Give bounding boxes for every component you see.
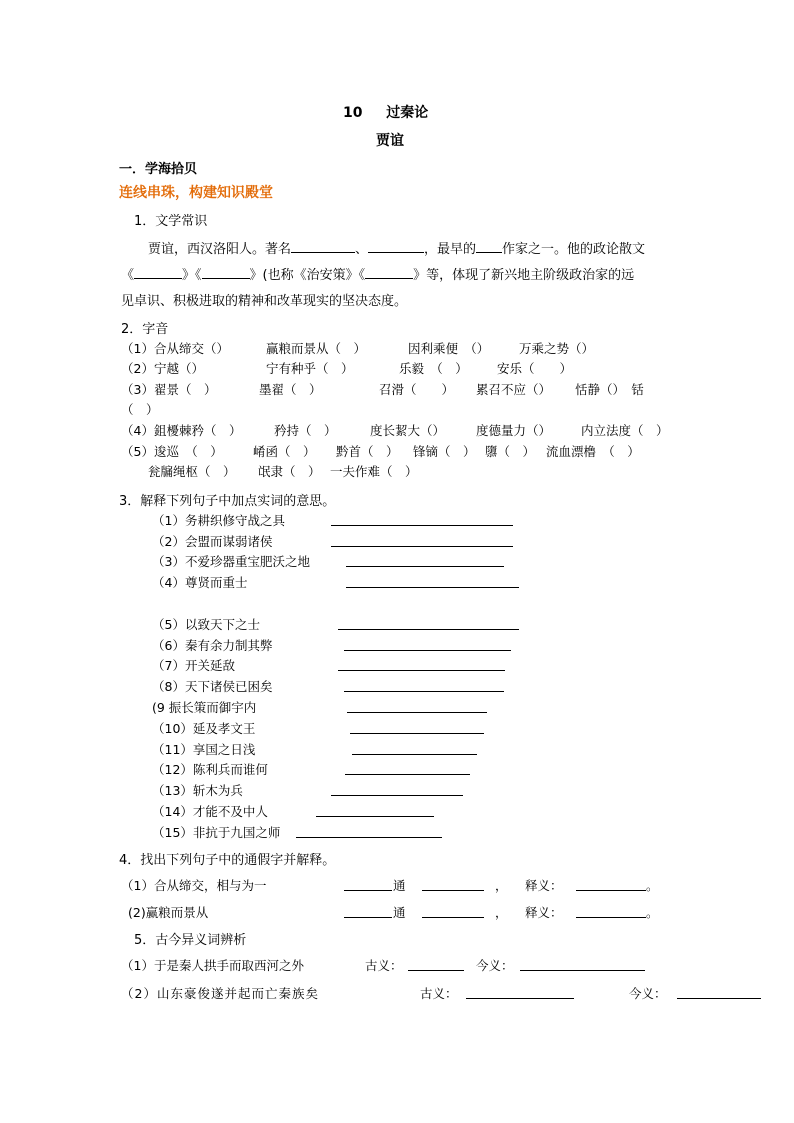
q3-item: （12）陈利兵而谁何: [152, 762, 268, 777]
q1-text: 》(也称《治安策》《: [249, 268, 366, 283]
pinyin-item: 瓮牖绳枢（ ）: [148, 464, 236, 479]
blank-line[interactable]: [291, 240, 355, 253]
answer-line[interactable]: [338, 629, 519, 630]
q3-item: (9 振长策而御宇内: [152, 700, 257, 715]
q3-item: （15）非抗于九国之师: [152, 825, 281, 840]
row-prefix: （1）: [121, 341, 154, 356]
tong-label: 通: [393, 878, 406, 893]
row-prefix: （5）: [121, 444, 154, 459]
answer-line[interactable]: [331, 546, 513, 547]
pinyin-item: 矜持（ ）: [274, 423, 337, 438]
q1-label: 1．文学常识: [134, 214, 208, 229]
q5-item: （1）于是秦人拱手而取西河之外: [121, 958, 304, 973]
answer-line[interactable]: [677, 998, 761, 999]
pinyin-item: 黔首（ ）: [336, 444, 399, 459]
shiyi-label: 释义：: [525, 878, 563, 893]
answer-line[interactable]: [466, 998, 574, 999]
answer-line[interactable]: [347, 712, 487, 713]
pinyin-item: 锋镝（ ）: [413, 444, 476, 459]
pinyin-item: 鉏櫌棘矜（ ）: [154, 423, 242, 438]
q3-item: （7）开关延敌: [152, 658, 235, 673]
lesson-number: 10: [343, 105, 363, 121]
answer-line[interactable]: [344, 917, 392, 918]
q3-item: （3）不爱珍器重宝肥沃之地: [152, 554, 310, 569]
q1-line3: 见卓识、积极进取的精神和改革现实的坚决态度。: [121, 294, 408, 309]
answer-line[interactable]: [422, 890, 484, 891]
row-prefix: （2）: [121, 361, 154, 376]
pinyin-item: 流血漂橹 （ ）: [546, 444, 640, 459]
pinyin-item: 合从缔交（）: [154, 341, 230, 356]
pinyin-item: 恬静（） 铦: [575, 382, 644, 397]
q2-row: [121, 400, 159, 418]
q3-item: （4）尊贤而重士: [152, 575, 248, 590]
jin-label: 今义：: [476, 958, 514, 973]
blank-line[interactable]: [134, 266, 182, 279]
pinyin-item: 累召不应（）: [476, 382, 552, 397]
q1-text: 》《: [182, 268, 202, 283]
blank-line[interactable]: [365, 266, 413, 279]
pinyin-item: 翟景（ ）: [154, 382, 217, 397]
pinyin-item: 内立法度（ ）: [581, 423, 669, 438]
q2-row: [148, 462, 418, 480]
q3-item: （2）会盟而谋弱诸侯: [152, 534, 273, 549]
answer-line[interactable]: [576, 917, 646, 918]
q2-row: [121, 339, 595, 357]
period: 。: [646, 905, 659, 920]
answer-line[interactable]: [344, 650, 511, 651]
pinyin-item: 逡巡 （ ）: [154, 444, 223, 459]
gu-label: 古义：: [365, 958, 403, 973]
q3-item: （14）才能不及中人: [152, 804, 268, 819]
q2-row: [121, 359, 573, 377]
pinyin-item: 赢粮而景从（ ）: [266, 341, 367, 356]
gu-label: 古义：: [420, 986, 458, 1001]
lesson-header: [343, 102, 428, 122]
pinyin-item: 崤函（ ）: [253, 444, 316, 459]
q4-label: 4．找出下列句子中的通假字并解释。: [119, 853, 336, 868]
q2-label: 2．字音: [121, 322, 169, 337]
q1-line1: [148, 238, 645, 257]
q1-text: 贾谊，西汉洛阳人。著名: [148, 242, 292, 257]
q3-item: （6）秦有余力制其弊: [152, 638, 273, 653]
blank-line[interactable]: [368, 240, 424, 253]
author-name: 贾谊: [376, 133, 404, 149]
pinyin-item: 乐毅 （ ）: [399, 361, 468, 376]
answer-line[interactable]: [408, 970, 464, 971]
pinyin-item: 度德量力（）: [476, 423, 552, 438]
section-heading: 一．学海拾贝: [119, 162, 198, 177]
comma: ，: [495, 905, 508, 920]
answer-line[interactable]: [344, 890, 392, 891]
q2-row: [121, 442, 640, 460]
pinyin-item: 召滑（ ）: [379, 382, 455, 397]
q3-item: （5）以致天下之士: [152, 617, 260, 632]
answer-line[interactable]: [352, 754, 477, 755]
answer-line[interactable]: [344, 691, 504, 692]
answer-line[interactable]: [520, 970, 645, 971]
q5-label: 5．古今异义词辨析: [134, 933, 247, 948]
pinyin-item: 墨翟（ ）: [259, 382, 322, 397]
answer-line[interactable]: [345, 774, 470, 775]
q2-row: [121, 380, 644, 398]
q4-sentence: （1）合从缔交，相与为一: [121, 878, 267, 893]
q4-item: [121, 876, 266, 894]
q1-text: 作家之一。他的政论散文: [502, 242, 646, 257]
pinyin-item: 宁有种乎（ ）: [266, 361, 354, 376]
q1-line2: [121, 264, 634, 283]
period: 。: [646, 878, 659, 893]
section-subheading: 连线串珠，构建知识殿堂: [119, 185, 273, 201]
pinyin-item: 万乘之势（）: [519, 341, 595, 356]
tong-label: 通: [393, 905, 406, 920]
pinyin-item: 因利乘便 （）: [408, 341, 490, 356]
shiyi-label: 释义：: [525, 905, 563, 920]
pinyin-item: 氓隶（ ）: [258, 464, 321, 479]
answer-line[interactable]: [350, 733, 484, 734]
pinyin-item: 宁越（）: [154, 361, 205, 376]
blank-line[interactable]: [202, 266, 250, 279]
q4-item: [128, 903, 208, 921]
lesson-title: 过秦论: [386, 105, 429, 121]
answer-line[interactable]: [331, 795, 463, 796]
pinyin-item: （ ）: [121, 402, 159, 417]
answer-line[interactable]: [346, 566, 504, 567]
q5-item: （2）山东豪俊遂并起而亡秦族矣: [121, 986, 319, 1001]
answer-line[interactable]: [338, 670, 505, 671]
q3-item: （8）天下诸侯已困矣: [152, 679, 273, 694]
q4-sentence: (2)赢粮而景从: [128, 905, 209, 920]
blank-line[interactable]: [476, 240, 502, 253]
answer-line[interactable]: [331, 525, 513, 526]
comma: ，: [495, 878, 508, 893]
q3-item: （13）斩木为兵: [152, 783, 243, 798]
q3-label: 3．解释下列句子中加点实词的意思。: [119, 494, 336, 509]
pinyin-item: 度长絜大（）: [370, 423, 446, 438]
q3-item: （11）享国之日浅: [152, 742, 256, 757]
pinyin-item: 隳（ ）: [485, 444, 536, 459]
answer-line[interactable]: [296, 837, 442, 838]
answer-line[interactable]: [346, 587, 519, 588]
answer-line[interactable]: [422, 917, 484, 918]
q1-text: ，最早的: [424, 242, 477, 257]
answer-line[interactable]: [576, 890, 646, 891]
q1-text: 、: [355, 242, 369, 257]
answer-line[interactable]: [316, 816, 434, 817]
jin-label: 今义：: [629, 986, 667, 1001]
row-prefix: （4）: [121, 423, 154, 438]
q2-row: [121, 421, 669, 439]
pinyin-item: 安乐（ ）: [497, 361, 573, 376]
row-prefix: （3）: [121, 382, 154, 397]
pinyin-item: 一夫作难（ ）: [330, 464, 418, 479]
q3-item: （1）务耕织修守战之具: [152, 513, 285, 528]
q1-text: 《: [121, 268, 135, 283]
q1-text: 》等，体现了新兴地主阶级政治家的远: [413, 268, 635, 283]
q3-item: （10）延及孝文王: [152, 721, 256, 736]
